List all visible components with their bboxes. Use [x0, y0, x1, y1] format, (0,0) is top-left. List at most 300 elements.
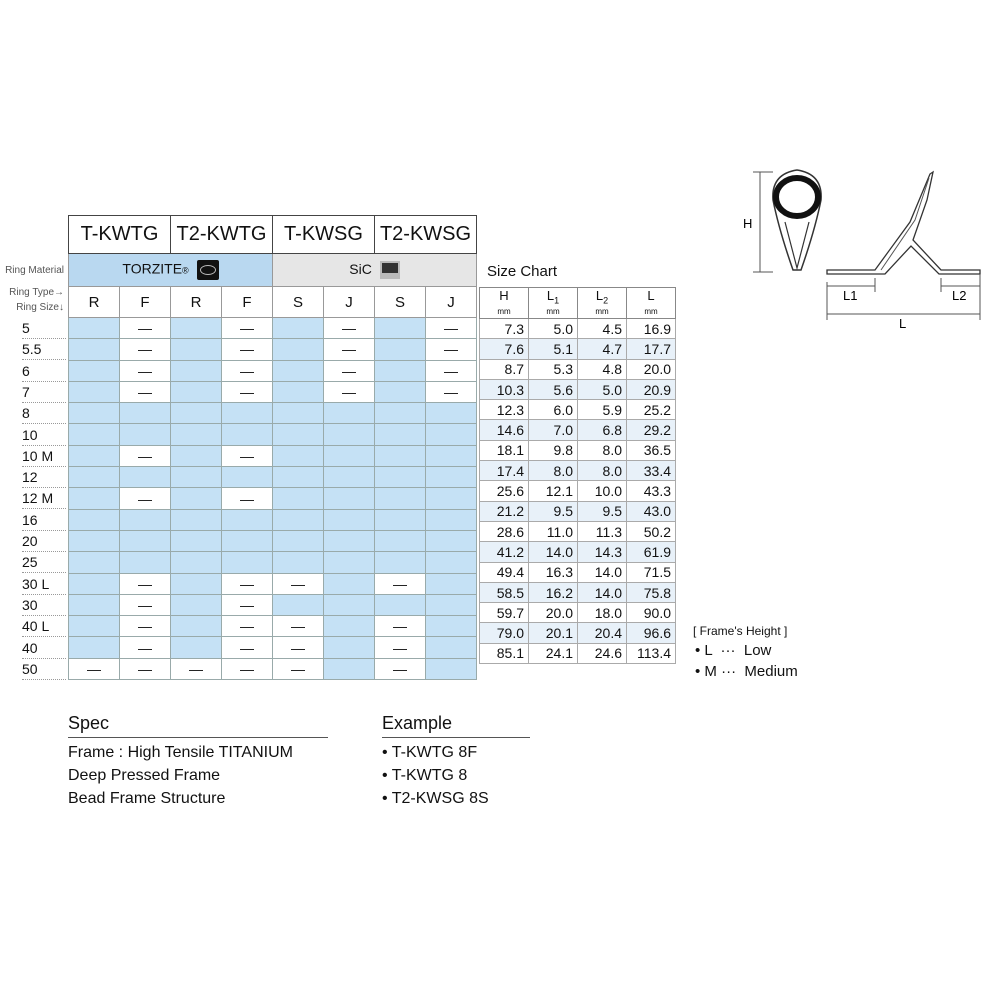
unavailable-cell: — [222, 360, 273, 381]
unavailable-cell: — [222, 488, 273, 509]
size-chart-header [480, 288, 529, 319]
ring-material-label: Ring Material [5, 265, 64, 276]
size-chart-header [627, 288, 676, 319]
size-row [480, 461, 676, 481]
ring-size-label: 40 L [22, 616, 66, 637]
unavailable-cell: — [120, 616, 171, 637]
size-value-l: 25.2 [627, 400, 676, 420]
header-subscript: 1 [554, 295, 560, 306]
table-row [69, 403, 477, 424]
available-cell [426, 509, 477, 530]
size-value-l2: 5.9 [578, 400, 627, 420]
size-value-l2: 10.0 [578, 481, 627, 501]
ring-size-label: 30 L [22, 574, 66, 595]
size-value-l: 61.9 [627, 542, 676, 562]
size-value-h: 17.4 [480, 461, 529, 481]
available-cell [273, 445, 324, 466]
available-cell [273, 467, 324, 488]
spec-line: Bead Frame Structure [68, 790, 226, 807]
size-value-l1: 14.0 [529, 542, 578, 562]
available-cell [69, 424, 120, 445]
guide-ring [776, 178, 818, 216]
ring-size-label: 5 [22, 318, 66, 339]
available-cell [222, 403, 273, 424]
size-value-l2: 14.0 [578, 562, 627, 582]
size-value-l: 20.9 [627, 379, 676, 399]
available-cell [222, 424, 273, 445]
table-row [69, 658, 477, 679]
available-cell [171, 509, 222, 530]
available-cell [324, 530, 375, 551]
size-value-l2: 14.3 [578, 542, 627, 562]
ring-size-label: 12 [22, 467, 66, 488]
size-value-l1: 16.3 [529, 562, 578, 582]
example-divider [382, 737, 530, 738]
size-row [480, 339, 676, 359]
ring-type-header: J [426, 287, 477, 318]
size-row [480, 562, 676, 582]
table-row [69, 552, 477, 573]
size-value-h: 7.6 [480, 339, 529, 359]
size-row [480, 582, 676, 602]
torzite-material [69, 254, 273, 287]
table-row [69, 339, 477, 360]
header-unit: mm [644, 306, 658, 316]
available-cell [69, 467, 120, 488]
header-label: H [499, 288, 509, 304]
torzite-logo-icon [197, 260, 219, 280]
unavailable-cell: — [120, 637, 171, 658]
unavailable-cell: — [273, 637, 324, 658]
unavailable-cell: — [222, 445, 273, 466]
size-row [480, 501, 676, 521]
available-cell [171, 381, 222, 402]
size-value-l: 29.2 [627, 420, 676, 440]
size-value-l1: 5.6 [529, 379, 578, 399]
size-value-h: 28.6 [480, 521, 529, 541]
unavailable-cell: — [324, 360, 375, 381]
header-unit: mm [497, 306, 511, 316]
unavailable-cell: — [273, 658, 324, 679]
available-cell [273, 424, 324, 445]
ring-size-label: 16 [22, 510, 66, 531]
size-value-h: 49.4 [480, 562, 529, 582]
available-cell [120, 467, 171, 488]
table-row [69, 360, 477, 381]
available-cell [69, 360, 120, 381]
available-cell [171, 637, 222, 658]
available-cell [426, 488, 477, 509]
header-label: L [546, 288, 555, 304]
spec-title: Spec [68, 713, 110, 733]
registered-mark: ® [182, 265, 189, 276]
available-cell [69, 445, 120, 466]
spec-divider [68, 737, 328, 738]
header-subscript: 2 [603, 295, 609, 306]
available-cell [426, 530, 477, 551]
ring-size-label: 7 [22, 382, 66, 403]
size-row [480, 440, 676, 460]
available-cell [69, 573, 120, 594]
unavailable-cell: — [324, 381, 375, 402]
unavailable-cell: — [375, 637, 426, 658]
size-value-l1: 24.1 [529, 643, 578, 663]
size-value-l: 75.8 [627, 582, 676, 602]
sic-label: SiC [349, 260, 372, 277]
ring-size-label: 50 [22, 659, 66, 680]
unavailable-cell: — [120, 573, 171, 594]
ring-size-label: Ring Size↓ [16, 302, 64, 313]
ring-size-label: 25 [22, 552, 66, 573]
unavailable-cell: — [222, 381, 273, 402]
available-cell [375, 360, 426, 381]
available-cell [375, 403, 426, 424]
header-label: L [595, 288, 604, 304]
available-cell [171, 424, 222, 445]
unavailable-cell: — [120, 360, 171, 381]
size-value-l: 16.9 [627, 319, 676, 339]
ring-type-header: F [222, 287, 273, 318]
available-cell [375, 424, 426, 445]
unavailable-cell: — [120, 445, 171, 466]
available-cell [324, 467, 375, 488]
available-cell [69, 381, 120, 402]
available-cell [120, 424, 171, 445]
size-value-h: 41.2 [480, 542, 529, 562]
size-value-l2: 11.3 [578, 521, 627, 541]
size-row [480, 643, 676, 663]
size-value-l2: 14.0 [578, 582, 627, 602]
example-line: • T-KWTG 8 [382, 767, 468, 784]
size-value-l: 33.4 [627, 461, 676, 481]
available-cell [273, 360, 324, 381]
available-cell [273, 381, 324, 402]
guide-diagram [735, 160, 990, 335]
ring-type-header: J [324, 287, 375, 318]
unavailable-cell: — [324, 339, 375, 360]
available-cell [273, 594, 324, 615]
example-line: • T2-KWSG 8S [382, 790, 489, 807]
available-cell [324, 509, 375, 530]
frame-height-item: • L ··· Low [695, 642, 772, 659]
unavailable-cell: — [120, 658, 171, 679]
size-value-h: 25.6 [480, 481, 529, 501]
available-cell [375, 318, 426, 339]
available-cell [375, 445, 426, 466]
size-row [480, 542, 676, 562]
available-cell [273, 552, 324, 573]
unavailable-cell: — [273, 573, 324, 594]
size-value-h: 10.3 [480, 379, 529, 399]
available-cell [375, 552, 426, 573]
available-cell [375, 509, 426, 530]
unavailable-cell: — [273, 616, 324, 637]
available-cell [324, 424, 375, 445]
available-cell [120, 509, 171, 530]
table-row [69, 573, 477, 594]
unavailable-cell: — [120, 318, 171, 339]
size-value-l1: 20.1 [529, 623, 578, 643]
available-cell [171, 616, 222, 637]
size-value-l: 113.4 [627, 643, 676, 663]
unavailable-cell: — [375, 616, 426, 637]
table-row [69, 467, 477, 488]
available-cell [69, 530, 120, 551]
unavailable-cell: — [222, 594, 273, 615]
available-cell [273, 530, 324, 551]
size-value-l: 43.0 [627, 501, 676, 521]
available-cell [120, 403, 171, 424]
available-cell [69, 637, 120, 658]
available-cell [222, 509, 273, 530]
available-cell [171, 552, 222, 573]
unavailable-cell: — [222, 637, 273, 658]
ring-size-label: 20 [22, 531, 66, 552]
available-cell [426, 637, 477, 658]
size-row [480, 603, 676, 623]
unavailable-cell: — [120, 381, 171, 402]
ring-type-header: R [69, 287, 120, 318]
available-cell [273, 488, 324, 509]
size-value-l1: 5.3 [529, 359, 578, 379]
sic-material [273, 254, 477, 287]
unavailable-cell: — [375, 573, 426, 594]
available-cell [69, 509, 120, 530]
header-label: L [647, 288, 655, 304]
table-row [69, 509, 477, 530]
available-cell [324, 658, 375, 679]
available-cell [171, 318, 222, 339]
size-value-l2: 8.0 [578, 461, 627, 481]
size-value-l1: 16.2 [529, 582, 578, 602]
unavailable-cell: — [426, 360, 477, 381]
frame-height-title: [ Frame's Height ] [693, 624, 788, 638]
size-value-h: 79.0 [480, 623, 529, 643]
table-row [69, 445, 477, 466]
ring-size-label: 5.5 [22, 339, 66, 360]
size-value-l: 50.2 [627, 521, 676, 541]
available-cell [171, 594, 222, 615]
available-cell [426, 616, 477, 637]
size-value-l2: 9.5 [578, 501, 627, 521]
ring-size-label: 6 [22, 361, 66, 382]
available-cell [426, 403, 477, 424]
available-cell [426, 467, 477, 488]
available-cell [375, 594, 426, 615]
unavailable-cell: — [375, 658, 426, 679]
available-cell [171, 530, 222, 551]
available-cell [69, 488, 120, 509]
table-row [69, 616, 477, 637]
table-row [69, 488, 477, 509]
available-cell [171, 339, 222, 360]
size-value-l1: 5.0 [529, 319, 578, 339]
available-cell [324, 403, 375, 424]
size-value-h: 59.7 [480, 603, 529, 623]
size-value-h: 85.1 [480, 643, 529, 663]
dim-h-label: H [743, 216, 753, 231]
unavailable-cell: — [426, 318, 477, 339]
dim-l2-label: L2 [952, 288, 967, 303]
size-value-l2: 20.4 [578, 623, 627, 643]
available-cell [324, 573, 375, 594]
size-value-l1: 12.1 [529, 481, 578, 501]
ring-size-label: 12 M [22, 488, 66, 509]
available-cell [171, 573, 222, 594]
unavailable-cell: — [120, 339, 171, 360]
available-cell [324, 445, 375, 466]
available-cell [222, 552, 273, 573]
dim-l-label: L [899, 316, 907, 331]
available-cell [324, 488, 375, 509]
available-cell [426, 594, 477, 615]
available-cell [171, 488, 222, 509]
available-cell [273, 403, 324, 424]
size-row [480, 319, 676, 339]
available-cell [426, 573, 477, 594]
size-value-l1: 9.8 [529, 440, 578, 460]
available-cell [375, 339, 426, 360]
available-cell [324, 552, 375, 573]
ring-type-header: F [120, 287, 171, 318]
available-cell [69, 403, 120, 424]
ring-size-label: 30 [22, 595, 66, 616]
spec-line: Frame : High Tensile TITANIUM [68, 744, 293, 761]
available-cell [375, 488, 426, 509]
header-unit: mm [595, 306, 609, 316]
available-cell [69, 318, 120, 339]
available-cell [426, 445, 477, 466]
available-cell [69, 552, 120, 573]
unavailable-cell: — [69, 658, 120, 679]
available-cell [426, 552, 477, 573]
available-cell [171, 467, 222, 488]
unavailable-cell: — [324, 318, 375, 339]
size-value-h: 7.3 [480, 319, 529, 339]
size-value-l2: 4.8 [578, 359, 627, 379]
size-value-l1: 20.0 [529, 603, 578, 623]
available-cell [273, 339, 324, 360]
availability-table [68, 215, 477, 680]
ring-type-header: S [273, 287, 324, 318]
available-cell [375, 381, 426, 402]
dim-l1-label: L1 [843, 288, 858, 303]
size-row [480, 623, 676, 643]
size-row [480, 420, 676, 440]
available-cell [171, 403, 222, 424]
available-cell [222, 467, 273, 488]
size-value-l2: 24.6 [578, 643, 627, 663]
ring-size-label: 40 [22, 638, 66, 659]
sic-logo-icon [380, 261, 400, 279]
table-row [69, 318, 477, 339]
available-cell [69, 616, 120, 637]
unavailable-cell: — [120, 594, 171, 615]
size-value-l1: 11.0 [529, 521, 578, 541]
unavailable-cell: — [222, 658, 273, 679]
size-row [480, 379, 676, 399]
ring-size-label: 8 [22, 403, 66, 424]
size-value-l2: 6.8 [578, 420, 627, 440]
available-cell [324, 594, 375, 615]
unavailable-cell: — [222, 616, 273, 637]
size-value-l2: 18.0 [578, 603, 627, 623]
size-chart-header [578, 288, 627, 319]
size-value-l: 96.6 [627, 623, 676, 643]
example-line: • T-KWTG 8F [382, 744, 478, 761]
available-cell [426, 424, 477, 445]
available-cell [69, 339, 120, 360]
available-cell [375, 467, 426, 488]
available-cell [120, 552, 171, 573]
size-value-l: 36.5 [627, 440, 676, 460]
unavailable-cell: — [426, 381, 477, 402]
available-cell [273, 318, 324, 339]
ring-size-label: 10 [22, 425, 66, 446]
size-row [480, 481, 676, 501]
size-chart-title: Size Chart [487, 263, 558, 280]
spec-line: Deep Pressed Frame [68, 767, 221, 784]
size-value-h: 18.1 [480, 440, 529, 460]
available-cell [273, 509, 324, 530]
size-row [480, 359, 676, 379]
ring-type-header: S [375, 287, 426, 318]
ring-size-label: 10 M [22, 446, 66, 467]
torzite-label: TORZITE [122, 260, 183, 277]
size-value-h: 58.5 [480, 582, 529, 602]
ring-type-header: R [171, 287, 222, 318]
size-row [480, 521, 676, 541]
size-value-h: 12.3 [480, 400, 529, 420]
unavailable-cell: — [222, 339, 273, 360]
size-value-l2: 4.7 [578, 339, 627, 359]
table-row [69, 381, 477, 402]
available-cell [324, 637, 375, 658]
model-header: T-KWSG [273, 216, 375, 254]
table-row [69, 637, 477, 658]
model-header: T2-KWSG [375, 216, 477, 254]
header-unit: mm [546, 306, 560, 316]
table-row [69, 594, 477, 615]
size-value-l: 17.7 [627, 339, 676, 359]
size-value-l2: 5.0 [578, 379, 627, 399]
unavailable-cell: — [120, 488, 171, 509]
table-row [69, 424, 477, 445]
available-cell [171, 360, 222, 381]
size-row [480, 400, 676, 420]
table-row [69, 530, 477, 551]
size-value-l2: 8.0 [578, 440, 627, 460]
size-value-l: 20.0 [627, 359, 676, 379]
available-cell [69, 594, 120, 615]
unavailable-cell: — [171, 658, 222, 679]
unavailable-cell: — [222, 573, 273, 594]
size-value-l2: 4.5 [578, 319, 627, 339]
size-value-h: 21.2 [480, 501, 529, 521]
model-header: T2-KWTG [171, 216, 273, 254]
available-cell [171, 445, 222, 466]
available-cell [375, 530, 426, 551]
available-cell [426, 658, 477, 679]
size-value-l1: 5.1 [529, 339, 578, 359]
size-value-h: 14.6 [480, 420, 529, 440]
size-value-l1: 9.5 [529, 501, 578, 521]
size-value-l1: 7.0 [529, 420, 578, 440]
size-value-l: 71.5 [627, 562, 676, 582]
available-cell [120, 530, 171, 551]
size-value-l1: 8.0 [529, 461, 578, 481]
size-value-h: 8.7 [480, 359, 529, 379]
